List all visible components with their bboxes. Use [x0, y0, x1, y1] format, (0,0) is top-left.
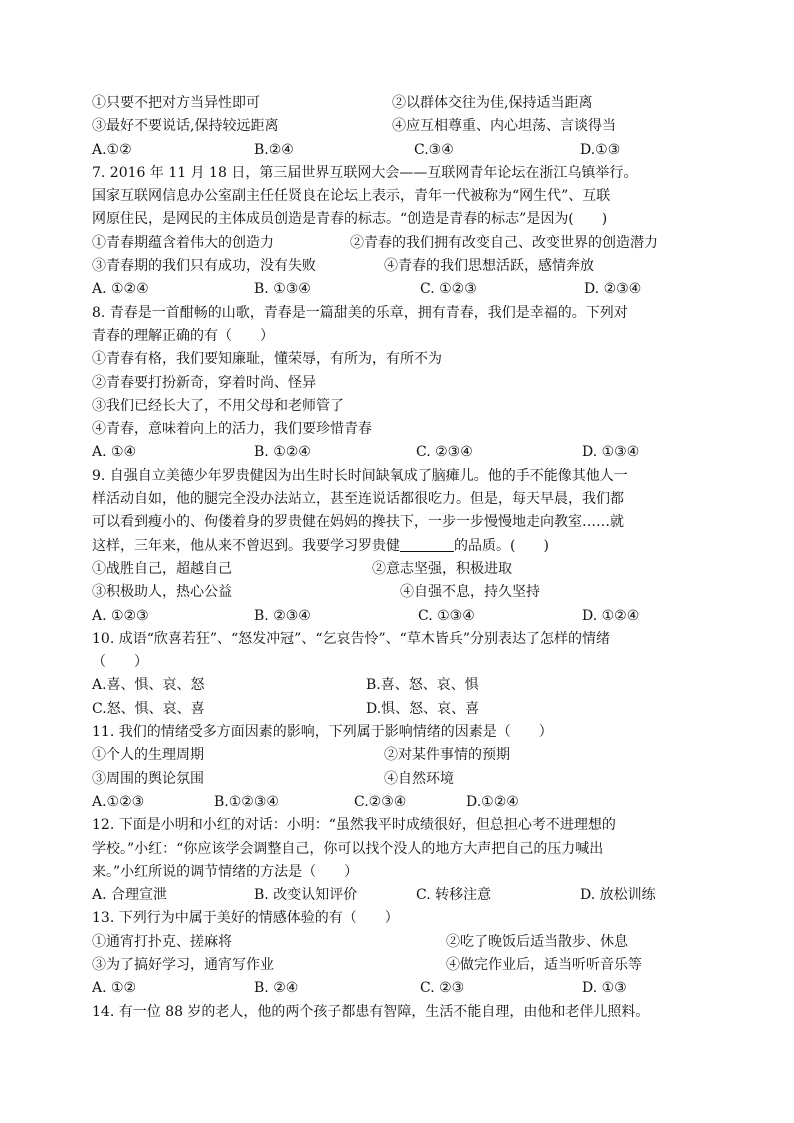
q10-option-d: D.惧、怒、哀、喜 — [366, 700, 480, 717]
q12-stem-line-2: 学校。”小红：“你应该学会调整自己，你可以找个没人的地方大声把自己的压力喊出 — [92, 840, 604, 857]
q11-options-row-1 — [92, 744, 704, 767]
q6-answer-b: B.②④ — [254, 141, 294, 158]
q8-option-2: ②青春要打扮新奇，穿着时尚、怪异 — [92, 374, 316, 391]
q6-options-row-2 — [92, 115, 704, 138]
q11-option-2: ②对某件事情的预期 — [384, 747, 510, 764]
q10-option-b: B.喜、怒、哀、惧 — [366, 677, 479, 694]
q6-answer-d: D.①③ — [580, 141, 621, 158]
q14-stem-line-1: 14. 有一位 88 岁的老人，他的两个孩子都患有智障，生活不能自理，由他和老伴儿照料。 — [92, 1003, 650, 1020]
q8-answers — [92, 441, 704, 464]
q13-option-2: ②吃了晚饭后适当散步、休息 — [446, 933, 628, 950]
q13-stem: 13. 下列行为中属于美好的情感体验的有（ ） — [92, 910, 399, 927]
q6-option-4: ④应互相尊重、内心坦荡、言谈得当 — [392, 118, 616, 135]
q11-options-row-2 — [92, 768, 704, 791]
q8-answer-b: B. ①②④ — [254, 444, 311, 461]
q8-option-3: ③我们已经长大了，不用父母和老师管了 — [92, 397, 344, 414]
q9-stem-text-before-blank: 这样，三年来，他从来不曾迟到。我要学习罗贵健 — [92, 537, 400, 554]
q6-answers — [92, 139, 704, 162]
q13-answers — [92, 977, 704, 1000]
q6-options-row-1 — [92, 92, 704, 115]
q13-options-row-1 — [92, 931, 704, 954]
q10-stem-line-2: （ ） — [92, 654, 148, 671]
q13-option-3: ③为了搞好学习，通宵写作业 — [92, 956, 274, 973]
q13-answer-b: B. ②④ — [254, 980, 299, 997]
q10-stem-line-1: 10. 成语“欣喜若狂”、“怒发冲冠”、“乞哀告怜”、“草木皆兵”分别表达了怎样的情绪 — [92, 630, 610, 647]
q6-answer-c: C.③④ — [414, 141, 454, 158]
q12-answer-b: B. 改变认知评价 — [254, 887, 358, 904]
q9-fill-blank — [400, 537, 454, 552]
exam-page — [92, 92, 704, 1024]
q7-options-row-1 — [92, 232, 704, 255]
q10-option-a: A.喜、惧、哀、怒 — [92, 677, 205, 694]
q6-option-1: ①只要不把对方当异性即可 — [92, 95, 260, 111]
q11-answer-c: C.②③④ — [354, 793, 407, 810]
q12-answers — [92, 884, 704, 907]
q7-answers — [92, 278, 704, 301]
q9-stem-line-4 — [92, 535, 704, 558]
q7-stem-line-2: 国家互联网信息办公室副主任任贤良在论坛上表示，青年一代被称为“网生代”、互联 — [92, 188, 611, 205]
q13-option-4: ④做完作业后，适当听听音乐等 — [446, 956, 642, 973]
q9-stem-line-1: 9. 自强自立美德少年罗贵健因为出生时长时间缺氧成了脑瘫儿。他的手不能像其他人一 — [92, 467, 628, 484]
q8-answer-c: C. ②③④ — [416, 444, 473, 461]
q12-answer-c: C. 转移注意 — [416, 887, 492, 904]
q8-option-1: ①青春有格，我们要知廉耻，懂荣辱，有所为，有所不为 — [92, 351, 442, 368]
q8-stem-line-2: 青春的理解正确的有（ ） — [92, 327, 274, 344]
q9-answer-b: B. ②③④ — [254, 607, 311, 624]
q9-option-1: ①战胜自己，超越自己 — [92, 560, 232, 577]
q11-option-3: ③周围的舆论氛围 — [92, 770, 204, 787]
q7-option-1: ①青春期蕴含着伟大的创造力 — [92, 234, 274, 251]
q7-options-row-2 — [92, 255, 704, 278]
q12-answer-d: D. 放松训练 — [580, 887, 656, 904]
q13-option-1: ①通宵打扑克、搓麻将 — [92, 933, 232, 950]
q9-options-row-2 — [92, 581, 704, 604]
q9-answer-a: A. ①②③ — [92, 607, 149, 624]
q13-answer-a: A. ①② — [92, 980, 137, 997]
q9-option-4: ④自强不息，持久坚持 — [400, 584, 540, 601]
q8-option-4: ④青春，意味着向上的活力，我们要珍惜青春 — [92, 421, 372, 438]
q6-answer-a: A.①② — [92, 141, 132, 158]
q7-answer-b: B. ①③④ — [254, 281, 311, 298]
q13-answer-c: C. ②③ — [420, 980, 465, 997]
q7-answer-c: C. ①②③ — [420, 281, 477, 298]
q13-answer-d: D. ①③ — [582, 980, 627, 997]
q11-answer-a: A.①②③ — [92, 793, 145, 810]
q6-option-2: ②以群体交往为佳,保持适当距离 — [392, 95, 593, 111]
q8-stem-line-1: 8. 青春是一首酣畅的山歌，青春是一篇甜美的乐章，拥有青春，我们是幸福的。下列对 — [92, 304, 628, 321]
q10-option-c: C.怒、惧、哀、喜 — [92, 700, 205, 717]
q8-answer-d: D. ①③④ — [582, 444, 640, 461]
q7-option-3: ③青春期的我们只有成功，没有失败 — [92, 258, 316, 275]
q9-stem-text-after-blank: 的品质。( ) — [454, 537, 549, 554]
q9-stem-line-2: 样活动自如，他的腿完全没办法站立，甚至连说话都很吃力。但是，每天早晨，我们都 — [92, 491, 624, 508]
q9-option-2: ②意志坚强，积极进取 — [372, 560, 512, 577]
q12-stem-line-1: 12. 下面是小明和小红的对话：小明：“虽然我平时成绩很好，但总担心考不进理想的 — [92, 817, 616, 834]
q9-options-row-1 — [92, 558, 704, 581]
q7-answer-d: D. ②③④ — [584, 281, 642, 298]
q9-answer-d: D. ①②④ — [582, 607, 640, 624]
q7-stem-line-1: 7. 2016 年 11 月 18 日，第三届世界互联网大会——互联网青年论坛在浙江乌镇举行。 — [92, 164, 638, 181]
q12-stem-line-3: 来。”小红所说的调节情绪的方法是（ ） — [92, 863, 359, 880]
q6-option-3: ③最好不要说话,保持较远距离 — [92, 118, 279, 135]
q11-answers — [92, 791, 704, 814]
q7-stem-line-3: 网原住民，是网民的主体成员创造是青春的标志。“创造是青春的标志”是因为( ) — [92, 211, 608, 228]
q11-option-4: ④自然环境 — [384, 770, 454, 787]
q9-answers — [92, 605, 704, 628]
q11-stem: 11. 我们的情绪受多方面因素的影响，下列属于影响情绪的因素是（ ） — [92, 724, 553, 741]
q7-option-2: ②青春的我们拥有改变自己、改变世界的创造潜力 — [350, 234, 658, 251]
q12-answer-a: A. 合理宣泄 — [92, 887, 168, 904]
q11-answer-d: D.①②④ — [466, 793, 519, 810]
q13-options-row-2 — [92, 954, 704, 977]
q8-answer-a: A. ①④ — [92, 444, 137, 461]
q7-option-4: ④青春的我们思想活跃，感情奔放 — [384, 258, 594, 275]
q11-answer-b: B.①②③④ — [214, 793, 279, 810]
q10-options-row-1 — [92, 674, 704, 697]
q9-option-3: ③积极助人，热心公益 — [92, 584, 232, 601]
q9-stem-line-3: 可以看到瘦小的、佝偻着身的罗贵健在妈妈的搀扶下，一步一步慢慢地走向教室……就 — [92, 514, 624, 531]
q10-options-row-2 — [92, 698, 704, 721]
q7-answer-a: A. ①②④ — [92, 281, 149, 298]
q9-answer-c: C. ①③④ — [418, 607, 475, 624]
q11-option-1: ①个人的生理周期 — [92, 747, 204, 764]
